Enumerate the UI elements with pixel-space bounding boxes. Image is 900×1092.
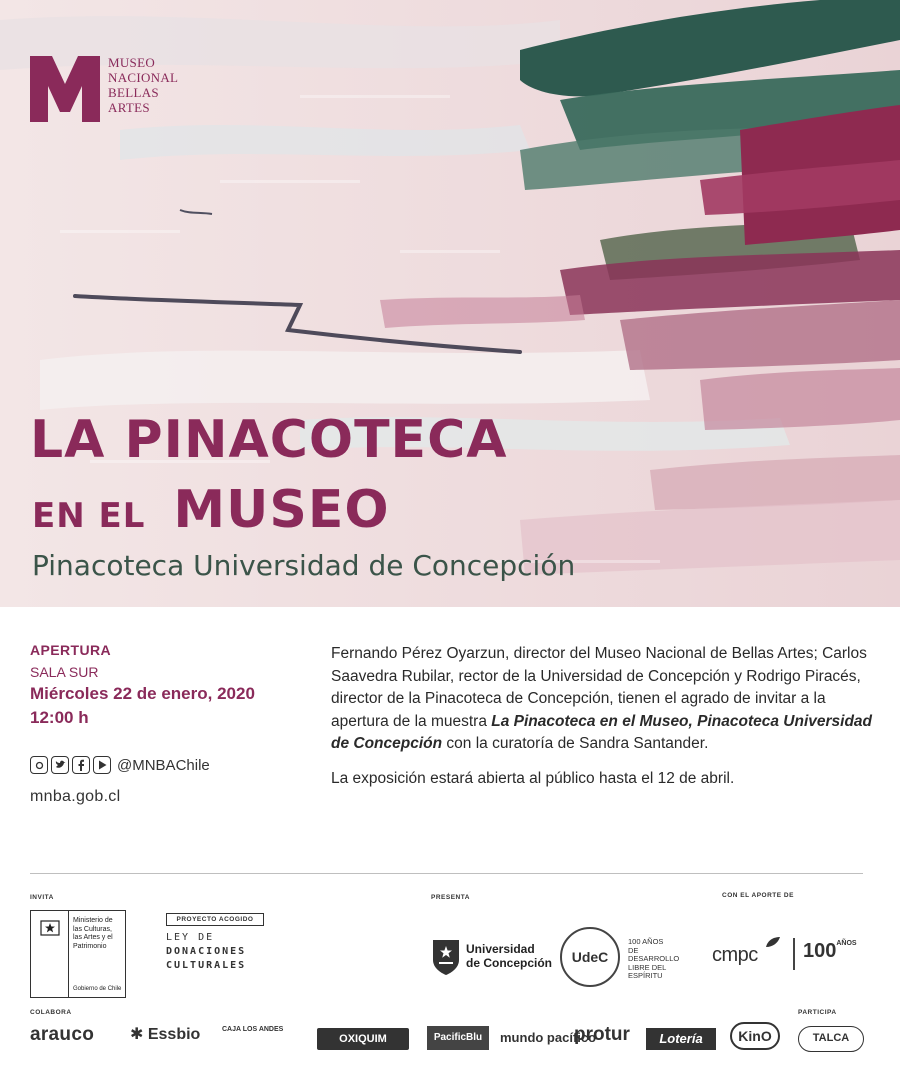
ley-line: LEY DE: [166, 932, 215, 943]
anniv-line: DE: [628, 945, 639, 955]
museum-name-line: NACIONAL: [108, 70, 179, 85]
exhibition-subtitle: Pinacoteca Universidad de Concepción: [32, 549, 576, 582]
youtube-icon[interactable]: [93, 756, 111, 774]
anniv-line: ESPÍRITU: [628, 971, 663, 980]
gobierno-chile-logo: [30, 910, 126, 998]
sponsor-kino: KinO: [730, 1022, 780, 1050]
event-details: [30, 642, 320, 806]
curator-line: con la curatoría de Sandra Santander.: [446, 735, 709, 752]
sponsor-talca: TALCA: [798, 1026, 864, 1052]
anniv-line: 100 AÑOS: [628, 937, 664, 946]
udec-name-line: de Concepción: [466, 956, 553, 970]
instagram-icon[interactable]: [30, 756, 48, 774]
museum-name-line: ARTES: [108, 100, 150, 115]
sponsor-protur: protur: [574, 1024, 630, 1045]
udec-anniversary: [628, 938, 679, 981]
ministry-line: Patrimonio: [73, 942, 107, 950]
sponsor-mundo-pacifico: mundo pacífico: [500, 1030, 597, 1045]
museum-name-line: MUSEO: [108, 55, 156, 70]
twitter-icon[interactable]: [51, 756, 69, 774]
ley-line: CULTURALES: [166, 960, 247, 971]
sponsor-pacificblu: PacificBlu: [427, 1026, 489, 1050]
ministry-line: las Artes y el: [73, 934, 113, 941]
exhibition-name: La Pinacoteca en el Museo, Pinacoteca Universidad de Concepción: [331, 712, 873, 752]
event-label: APERTURA: [30, 642, 111, 658]
anniv-line: LIBRE DEL: [628, 962, 667, 972]
sponsor-loteria: Lotería: [646, 1028, 716, 1050]
closing-date: La exposición estará abierta al público hasta el 12 de abril.: [331, 769, 735, 787]
cmpc-logo: cmpc: [712, 944, 758, 966]
ley-tag: PROYECTO ACOGIDO: [166, 913, 264, 926]
label-participa: PARTICIPA: [798, 1009, 837, 1016]
gov-bar: [31, 911, 69, 997]
social-handle[interactable]: @MNBAChile: [117, 756, 210, 774]
cmpc-100-years: [803, 940, 857, 963]
title-museo: MUSEO: [173, 480, 390, 540]
ministry-line: las Culturas,: [73, 925, 112, 933]
udec-name-line: Universidad: [466, 942, 535, 956]
anniv-line: DESARROLLO: [628, 954, 680, 963]
sponsor-essbio: ✱ Essbio: [130, 1026, 201, 1043]
title-en-el: EN EL: [32, 496, 146, 536]
invitation-hosts: Fernando Pérez Oyarzun, director del Museo Nacional de Bellas Artes; Carlos Saavedra Rubilar, rector de la Universidad de Concepción y Rodrigo Piracés, director de la Pinacoteca de Concepción, tienen el agrado de invitar a la apertura de la muestra: [331, 645, 867, 730]
museum-name: [108, 55, 178, 115]
sponsor-oxiquim: OXIQUIM: [317, 1028, 409, 1050]
facebook-icon[interactable]: [72, 756, 90, 774]
cmpc-anos: AÑOS: [836, 940, 857, 947]
invitation-text: [331, 643, 876, 790]
divider: [30, 873, 863, 874]
udec-badge: UdeC: [560, 927, 620, 987]
social-links: [30, 756, 320, 774]
leaf-icon: [765, 936, 781, 948]
ley-line: DONACIONES: [166, 946, 247, 957]
udec-name: [466, 942, 552, 970]
museum-logo: [30, 56, 178, 122]
event-date: Miércoles 22 de enero, 2020: [30, 684, 255, 703]
sponsor-essbio-name: Essbio: [147, 1026, 201, 1043]
event-room: SALA SUR: [30, 664, 99, 680]
sponsor-arauco: arauco: [30, 1024, 95, 1045]
museum-name-line: BELLAS: [108, 85, 159, 100]
label-presenta: PRESENTA: [431, 894, 470, 901]
invitation-paragraph: [331, 643, 876, 756]
coat-of-arms-icon: [39, 917, 61, 939]
udec-shield-icon: [431, 938, 461, 976]
ley-donaciones-logo: [166, 913, 264, 971]
cmpc-100: 100: [803, 940, 837, 962]
exhibition-title-line2: [32, 480, 390, 540]
logo-divider: [793, 938, 795, 970]
label-colabora: COLABORA: [30, 1009, 72, 1016]
event-time: 12:00 h: [30, 708, 89, 727]
label-aporte: CON EL APORTE DE: [722, 892, 794, 899]
website-link[interactable]: mnba.gob.cl: [30, 788, 121, 805]
exhibition-title-line1: LA PINACOTECA: [30, 410, 508, 470]
museum-m-mark: [30, 56, 100, 122]
label-invita: INVITA: [30, 894, 54, 901]
ministry-name: [73, 917, 113, 951]
sponsor-caja-los-andes: CAJA LOS ANDES: [222, 1026, 284, 1033]
gov-name: Gobierno de Chile: [73, 986, 122, 992]
ministry-line: Ministerio de: [73, 917, 113, 924]
